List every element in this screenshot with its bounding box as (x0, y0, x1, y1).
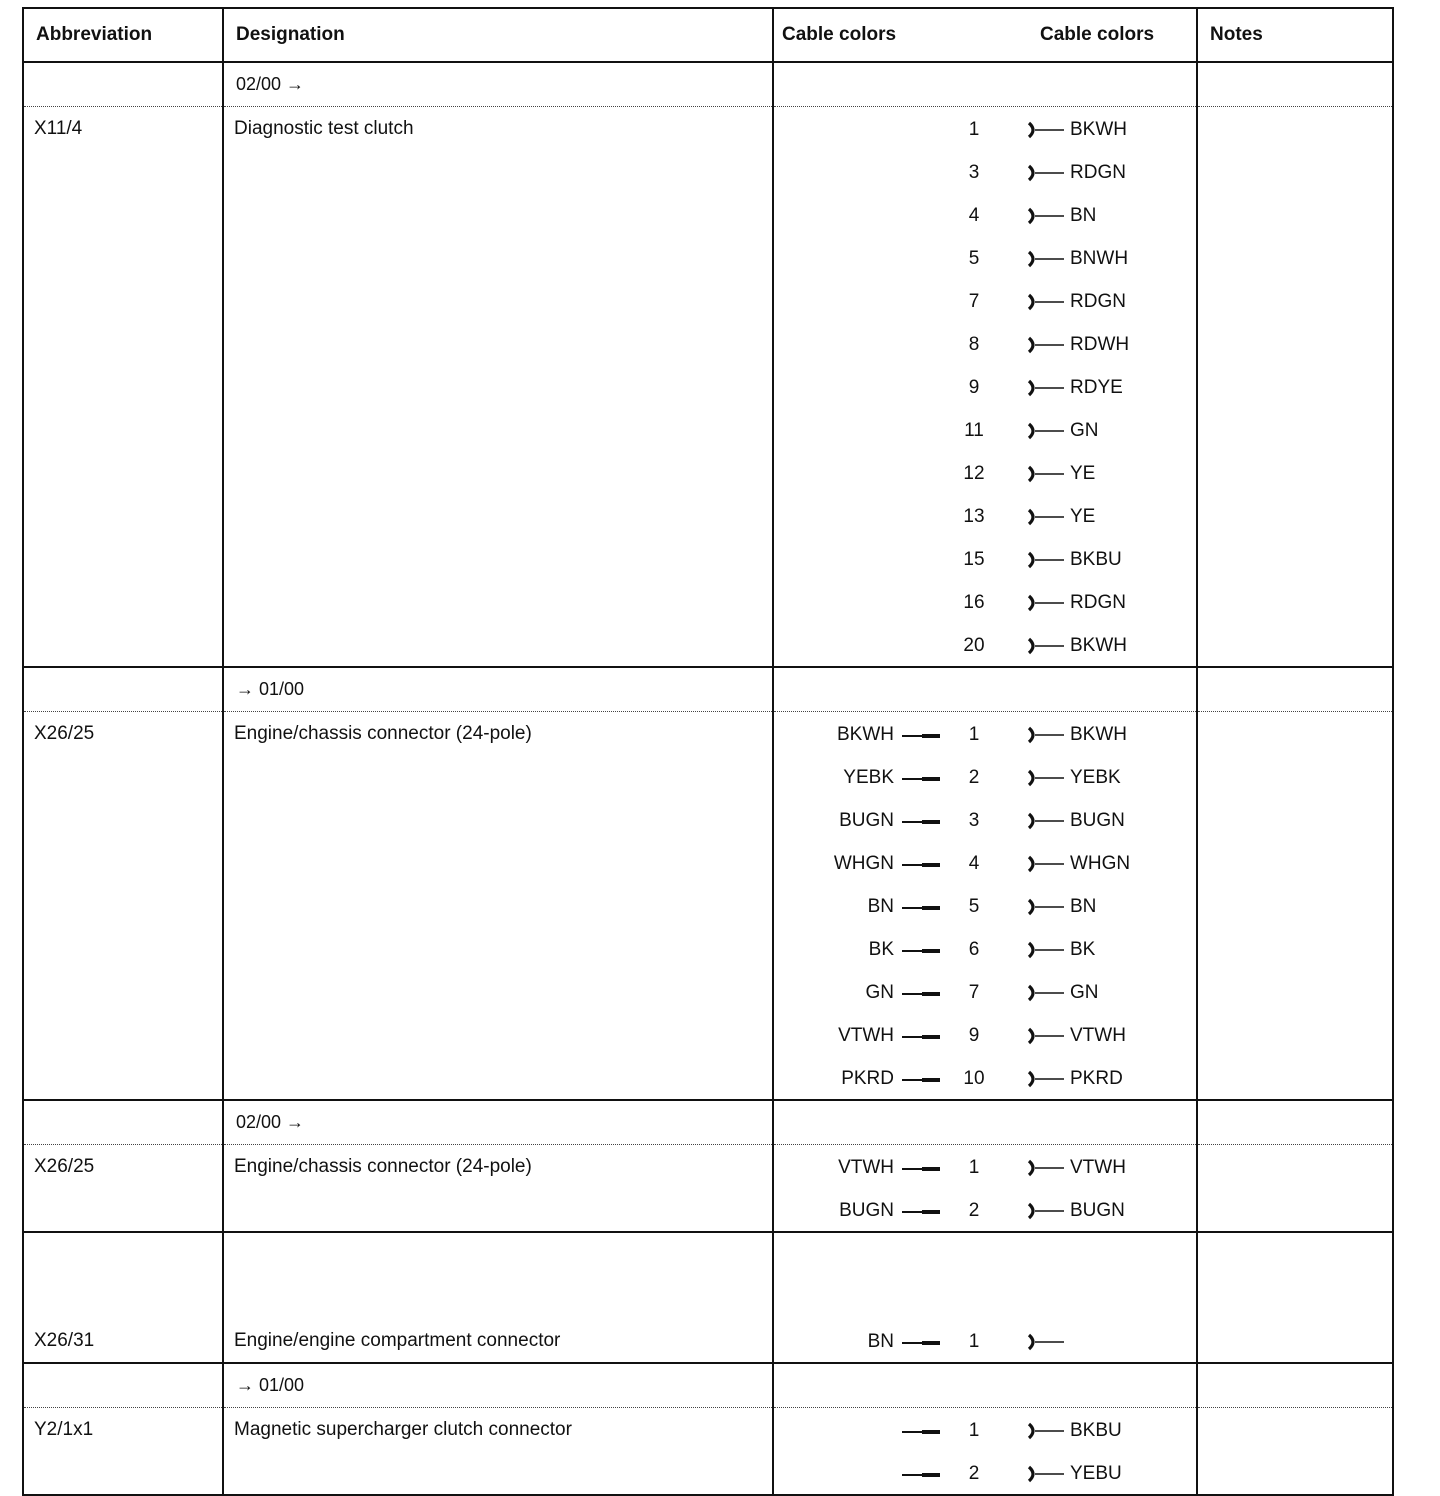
socket-icon (1026, 769, 1064, 787)
designation-cell (223, 1276, 773, 1363)
pin-row (774, 1056, 1196, 1099)
header-designation (223, 8, 773, 62)
socket-icon (1026, 1159, 1064, 1177)
header-notes (1197, 8, 1393, 62)
pin-row (774, 365, 1196, 408)
socket-icon (1026, 812, 1064, 830)
socket-icon (1026, 1202, 1064, 1220)
pin-left-color: GN (865, 982, 894, 1003)
pin-right-color: RDYE (1070, 377, 1123, 398)
connector-table-sheet (22, 7, 1392, 1496)
pin-number: 11 (964, 420, 984, 441)
pin-right-color: RDGN (1070, 291, 1126, 312)
pin-number: 8 (968, 334, 980, 355)
header-cable-colors-right: Cable colors (1040, 24, 1155, 45)
designation-cell (223, 1145, 773, 1233)
date-designation-cell (223, 62, 773, 107)
pin-left-color: BUGN (839, 810, 894, 831)
pin-row (774, 712, 1196, 755)
connector-table-body (23, 62, 1393, 1495)
pin-right-color: BKBU (1070, 549, 1122, 570)
pin-number: 1 (968, 1331, 980, 1352)
pin-list (774, 107, 1196, 666)
plug-icon (902, 1340, 940, 1346)
abbreviation: X11/4 (34, 118, 83, 139)
socket-icon (1026, 379, 1064, 397)
pin-number: 5 (968, 248, 980, 269)
pin-row (774, 322, 1196, 365)
pin-row (774, 1408, 1196, 1451)
cable-colors-cell (773, 712, 1197, 1101)
pin-right-color: PKRD (1070, 1068, 1123, 1089)
pin-row (774, 494, 1196, 537)
abbreviation-cell (23, 1145, 223, 1233)
notes-cell (1197, 712, 1393, 1101)
pin-right-color: YE (1070, 506, 1096, 527)
socket-icon (1026, 1333, 1064, 1351)
header-row (23, 8, 1393, 62)
header-cable-colors-left: Cable colors (782, 24, 897, 45)
pin-right-color: YE (1070, 463, 1096, 484)
date-notes-cell (1197, 1363, 1393, 1408)
pin-right-color: YEBK (1070, 767, 1121, 788)
pin-number: 16 (963, 592, 985, 613)
pin-row (774, 1145, 1196, 1188)
pin-row (774, 150, 1196, 193)
socket-icon (1026, 465, 1064, 483)
socket-icon (1026, 984, 1064, 1002)
pin-right-color: VTWH (1070, 1157, 1126, 1178)
section-date-row (23, 1100, 1393, 1145)
pin-number: 9 (968, 1025, 980, 1046)
socket-icon (1026, 855, 1064, 873)
pin-number: 1 (968, 119, 980, 140)
socket-icon (1026, 1465, 1064, 1483)
socket-icon (1026, 422, 1064, 440)
cable-colors-cell (773, 1145, 1197, 1233)
pin-row (774, 1188, 1196, 1231)
pin-number: 20 (963, 635, 985, 656)
notes-cell (1197, 107, 1393, 668)
pin-row (774, 408, 1196, 451)
socket-icon (1026, 551, 1064, 569)
abbreviation-cell (23, 1408, 223, 1496)
date-designation-cell (223, 1363, 773, 1408)
pin-list (774, 1276, 1196, 1362)
pin-row (774, 1451, 1196, 1494)
designation: Engine/engine compartment connector (234, 1330, 561, 1351)
pin-left-color: YEBK (843, 767, 894, 788)
pin-right-color: BUGN (1070, 810, 1125, 831)
date-notes-cell (1197, 1232, 1393, 1276)
section-date-row (23, 667, 1393, 712)
abbreviation-cell (23, 712, 223, 1101)
pin-row (774, 580, 1196, 623)
section-main-row (23, 107, 1393, 668)
header-abbreviation (23, 8, 223, 62)
pin-list (774, 1145, 1196, 1231)
designation-cell (223, 712, 773, 1101)
pin-number: 3 (968, 162, 980, 183)
date-designation-cell (223, 1232, 773, 1276)
pin-right-color: GN (1070, 420, 1099, 441)
pin-number: 1 (968, 1420, 980, 1441)
pin-right-color: RDWH (1070, 334, 1130, 355)
pin-row (774, 1319, 1196, 1362)
pin-row (774, 1013, 1196, 1056)
pin-number: 1 (968, 1157, 980, 1178)
notes-cell (1197, 1145, 1393, 1233)
designation: Magnetic supercharger clutch connector (234, 1419, 572, 1440)
pin-number: 3 (968, 810, 980, 831)
pin-number: 7 (968, 982, 980, 1003)
pin-row (774, 451, 1196, 494)
pin-right-color: BN (1070, 205, 1097, 226)
designation: Engine/chassis connector (24-pole) (234, 1156, 532, 1177)
date-designation-cell (223, 667, 773, 712)
plug-icon (902, 905, 940, 911)
header-cable-colors (773, 8, 1197, 62)
pin-right-color: BKWH (1070, 724, 1127, 745)
abbreviation: X26/25 (34, 1156, 95, 1177)
pin-row (774, 107, 1196, 150)
pin-right-color: YEBU (1070, 1463, 1122, 1484)
pin-row (774, 537, 1196, 580)
pin-right-color: RDGN (1070, 162, 1126, 183)
plug-icon (902, 1429, 940, 1435)
socket-icon (1026, 1027, 1064, 1045)
pin-number: 12 (963, 463, 985, 484)
plug-icon (902, 1166, 940, 1172)
pin-left-color: BKWH (837, 724, 894, 745)
date-cable-cell (773, 1232, 1197, 1276)
section-date: → 01/00 (236, 679, 305, 699)
pin-left-color: BN (867, 896, 894, 917)
pin-row (774, 884, 1196, 927)
pin-number: 4 (968, 853, 980, 874)
plug-icon (902, 1077, 940, 1083)
abbreviation-cell (23, 1276, 223, 1363)
pin-number: 1 (968, 724, 980, 745)
pin-row (774, 970, 1196, 1013)
date-abbr-cell (23, 1363, 223, 1408)
pin-number: 9 (968, 377, 980, 398)
socket-icon (1026, 250, 1064, 268)
section-date-row (23, 1232, 1393, 1276)
pin-left-color: BUGN (839, 1200, 894, 1221)
abbreviation: X26/25 (34, 723, 95, 744)
pin-row (774, 193, 1196, 236)
date-cable-cell (773, 1100, 1197, 1145)
connector-table (22, 7, 1394, 1496)
pin-right-color: BKBU (1070, 1420, 1122, 1441)
pin-number: 2 (968, 1463, 980, 1484)
pin-left-color: VTWH (838, 1157, 894, 1178)
socket-icon (1026, 336, 1064, 354)
pin-list (774, 1408, 1196, 1494)
section-main-row (23, 1408, 1393, 1496)
designation: Engine/chassis connector (24-pole) (234, 723, 532, 744)
socket-icon (1026, 941, 1064, 959)
pin-number: 10 (963, 1068, 985, 1089)
plug-icon (902, 1034, 940, 1040)
section-date: 02/00 → (236, 1112, 305, 1132)
abbreviation-cell (23, 107, 223, 668)
socket-icon (1026, 207, 1064, 225)
socket-icon (1026, 1070, 1064, 1088)
socket-icon (1026, 898, 1064, 916)
date-abbr-cell (23, 62, 223, 107)
date-cable-cell (773, 1363, 1197, 1408)
section-date (224, 1244, 236, 1264)
date-notes-cell (1197, 667, 1393, 712)
abbreviation: X26/31 (34, 1330, 95, 1351)
pin-right-color: BKWH (1070, 119, 1127, 140)
pin-right-color: RDGN (1070, 592, 1126, 613)
pin-row (774, 236, 1196, 279)
pin-row (774, 798, 1196, 841)
socket-icon (1026, 726, 1064, 744)
designation-cell (223, 1408, 773, 1496)
plug-icon (902, 1209, 940, 1215)
pin-right-color: GN (1070, 982, 1099, 1003)
plug-icon (902, 862, 940, 868)
socket-icon (1026, 164, 1064, 182)
pin-right-color: BKWH (1070, 635, 1127, 656)
pin-left-color: PKRD (841, 1068, 894, 1089)
pin-number: 15 (963, 549, 985, 570)
plug-icon (902, 991, 940, 997)
pin-number: 2 (968, 1200, 980, 1221)
date-abbr-cell (23, 1232, 223, 1276)
plug-icon (902, 1472, 940, 1478)
section-date: 02/00 → (236, 74, 305, 94)
pin-row (774, 841, 1196, 884)
date-notes-cell (1197, 62, 1393, 107)
section-date-row (23, 62, 1393, 107)
pin-row (774, 755, 1196, 798)
pin-number: 6 (968, 939, 980, 960)
socket-icon (1026, 121, 1064, 139)
plug-icon (902, 733, 940, 739)
pin-left-color: BK (868, 939, 894, 960)
pin-right-color: WHGN (1070, 853, 1131, 874)
plug-icon (902, 776, 940, 782)
date-abbr-cell (23, 667, 223, 712)
socket-icon (1026, 637, 1064, 655)
section-main-row (23, 712, 1393, 1101)
pin-number: 7 (968, 291, 980, 312)
plug-icon (902, 819, 940, 825)
pin-row (774, 927, 1196, 970)
pin-number: 2 (968, 767, 980, 788)
section-main-row (23, 1276, 1393, 1363)
abbreviation: Y2/1x1 (34, 1419, 94, 1440)
pin-right-color: VTWH (1070, 1025, 1126, 1046)
date-abbr-cell (23, 1100, 223, 1145)
pin-number: 13 (963, 506, 985, 527)
header-designation-label: Designation (236, 24, 345, 45)
notes-cell (1197, 1408, 1393, 1496)
cable-colors-cell (773, 1408, 1197, 1496)
socket-icon (1026, 1422, 1064, 1440)
pin-left-color: VTWH (838, 1025, 894, 1046)
pin-right-color: BNWH (1070, 248, 1129, 269)
date-cable-cell (773, 667, 1197, 712)
pin-right-color: BK (1070, 939, 1096, 960)
date-notes-cell (1197, 1100, 1393, 1145)
section-date-row (23, 1363, 1393, 1408)
pin-left-color: BN (867, 1331, 894, 1352)
plug-icon (902, 948, 940, 954)
pin-list (774, 712, 1196, 1099)
cable-colors-cell (773, 1276, 1197, 1363)
pin-row (774, 279, 1196, 322)
pin-number: 4 (968, 205, 980, 226)
pin-right-color: BUGN (1070, 1200, 1125, 1221)
pin-right-color: BN (1070, 896, 1097, 917)
pin-left-color: WHGN (833, 853, 894, 874)
cable-colors-cell (773, 107, 1197, 668)
designation-cell (223, 107, 773, 668)
date-designation-cell (223, 1100, 773, 1145)
pin-row (774, 623, 1196, 666)
section-date: → 01/00 (236, 1375, 305, 1395)
header-notes-label: Notes (1210, 24, 1263, 45)
socket-icon (1026, 594, 1064, 612)
section-main-row (23, 1145, 1393, 1233)
notes-cell (1197, 1276, 1393, 1363)
socket-icon (1026, 293, 1064, 311)
designation: Diagnostic test clutch (234, 118, 414, 139)
date-cable-cell (773, 62, 1197, 107)
pin-number: 5 (968, 896, 980, 917)
socket-icon (1026, 508, 1064, 526)
header-abbreviation-label: Abbreviation (36, 24, 153, 45)
